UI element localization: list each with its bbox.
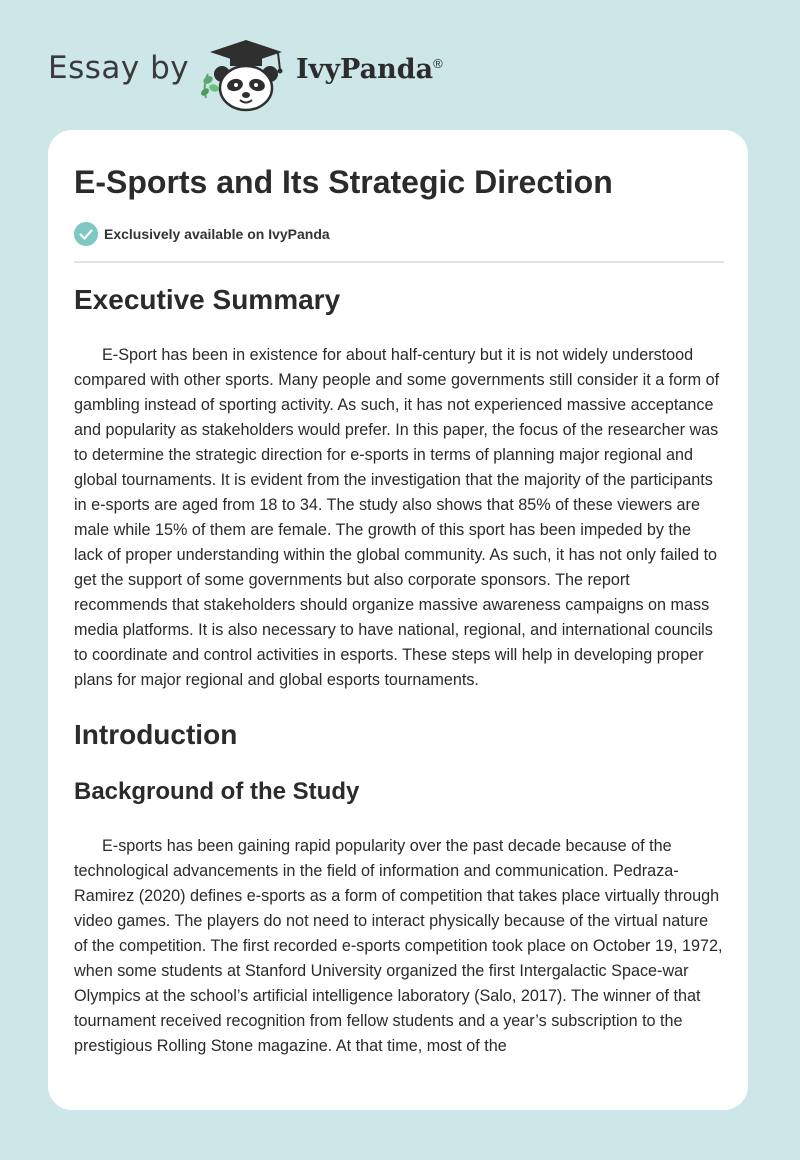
title-divider: [74, 261, 724, 263]
heading-executive-summary: Executive Summary: [74, 284, 341, 315]
heading-introduction: Introduction: [74, 719, 238, 750]
brand-text[interactable]: IvyPanda: [296, 54, 434, 85]
registered-mark: ®: [433, 56, 443, 71]
heading-background-of-the-study: Background of the Study: [74, 778, 360, 805]
exclusive-badge-label: Exclusively available on IvyPanda: [104, 226, 330, 242]
essay-by-label: Essay by: [48, 50, 190, 86]
article-card: [48, 130, 748, 1110]
paragraph-background: E-sports has been gaining rapid popularity over the past decade because of the technological advancements in the field of information and communication. Pedraza-Ramirez (2020) defines e-sports as a form of competition that takes place virtually through video games. The players do not need to interact physically because of the virtual nature of the competition. The first recorded e-sports competition took place on October 19, 1972, when some students at Stanford University organized the first Intergalactic Space-war Olympics at the school’s artificial intelligence laboratory (Salo, 2017). The winner of that tournament received recognition from fellow students and a year’s subscription to the prestigious Rolling Stone magazine. At that time, most of the: [74, 837, 723, 1055]
article-content: [74, 278, 724, 1059]
check-circle-icon: [74, 222, 98, 246]
site-header: [48, 36, 548, 116]
ivypanda-logo-icon[interactable]: [200, 36, 292, 112]
brand-name[interactable]: [296, 54, 443, 85]
article-title: E-Sports and Its Strategic Direction: [74, 164, 613, 200]
paragraph-executive-summary: E-Sport has been in existence for about half-century but it is not widely understood compared with other sports. Many people and some governments still consider it a form of gambling instead of sporting activity. As such, it has not experienced massive acceptance and popularity as stakeholders would prefer. In this paper, the focus of the researcher was to determine the strategic direction for e-sports in terms of planning major regional and global tournaments. It is evident from the investigation that the majority of the participants in e-sports are aged from 18 to 34. The study also shows that 85% of these viewers are male while 15% of them are female. The growth of this sport has been impeded by the lack of proper understanding within the global community. As such, it has not only failed to get the support of some governments but also corporate sponsors. The report recommends that stakeholders should organize massive awareness campaigns on mass media platforms. It is also necessary to have national, regional, and international councils to coordinate and control activities in esports. These steps will help in developing proper plans for major regional and global esports tournaments.: [74, 346, 720, 689]
